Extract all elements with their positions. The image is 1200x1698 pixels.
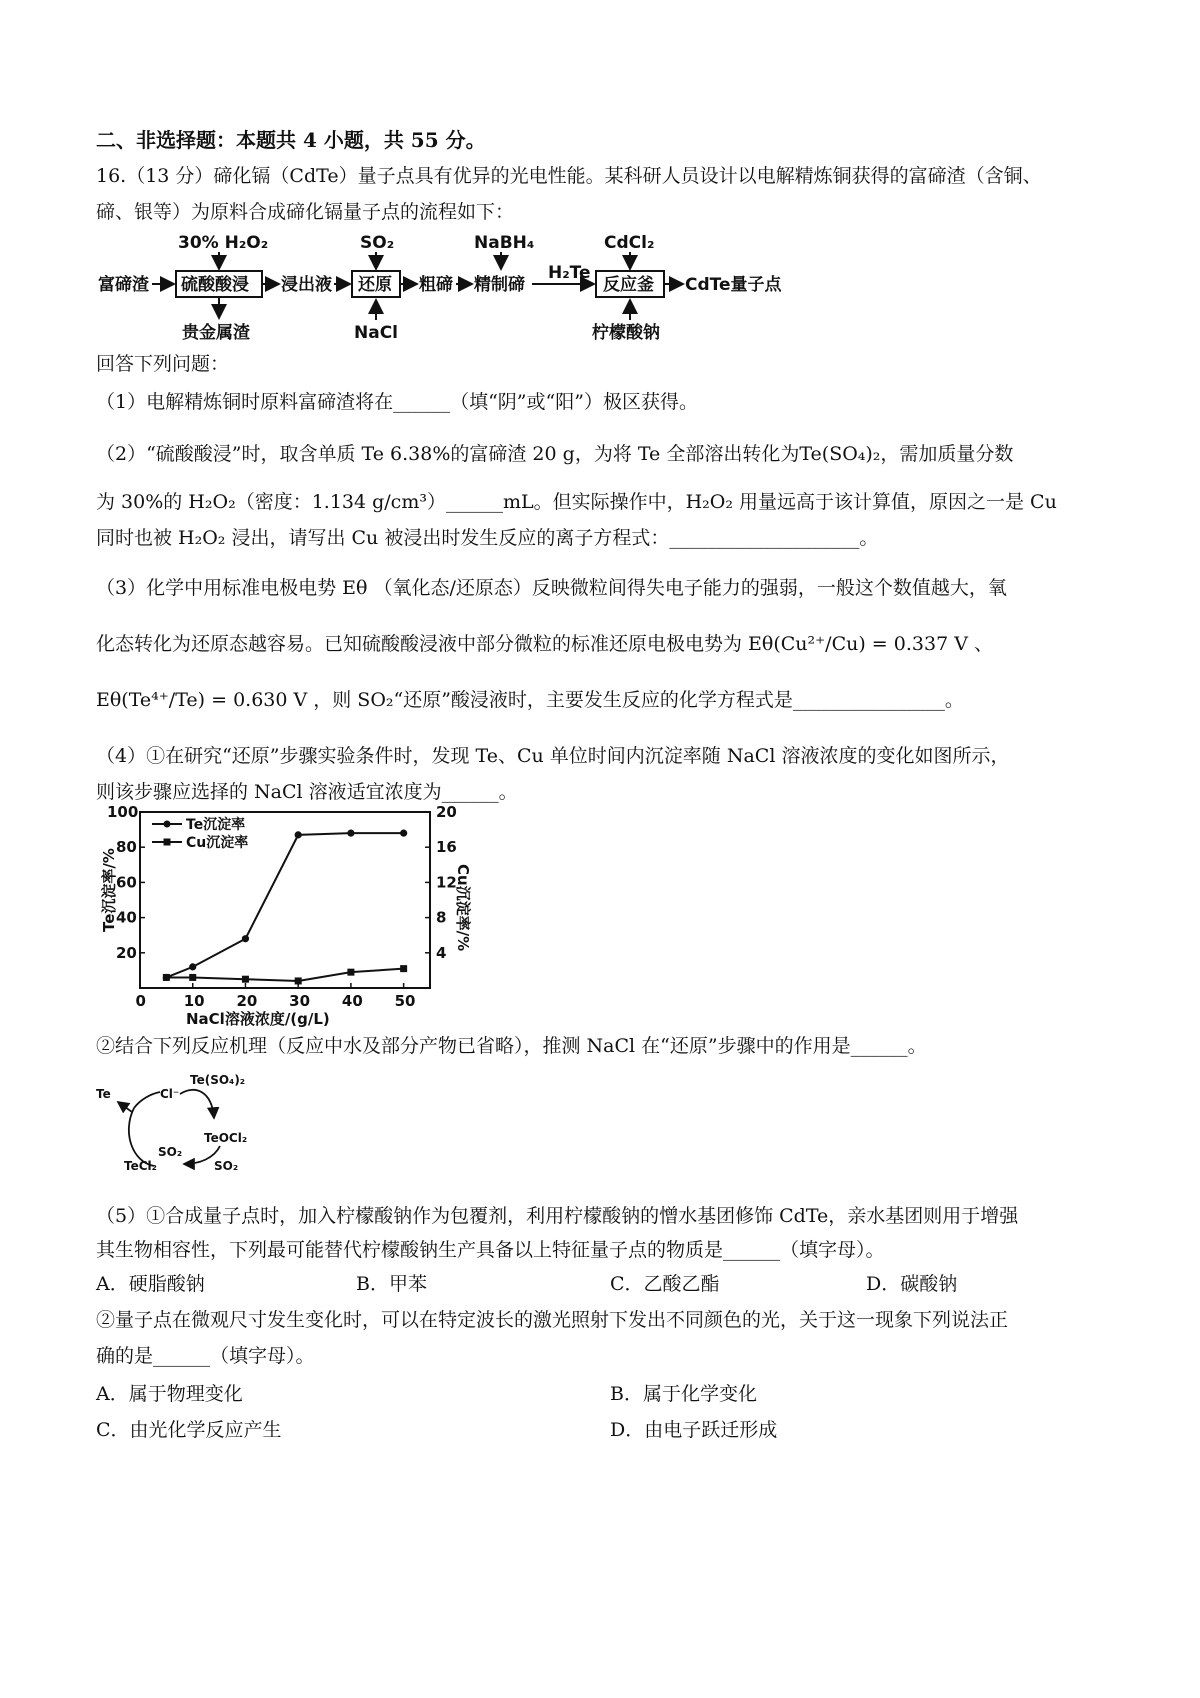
flow-end: CdTe量子点	[685, 275, 782, 295]
cu-data-point	[295, 977, 302, 984]
reaction-mechanism-diagram	[96, 1072, 266, 1184]
flow-box2-bottom: NaCl	[354, 323, 399, 343]
y2-tick-label: 12	[436, 873, 457, 892]
p5-option-d: D．碳酸钠	[866, 1273, 958, 1295]
te-data-point	[242, 935, 249, 942]
cu-data-point	[163, 974, 170, 981]
x-tick-label: 30	[289, 992, 311, 1010]
legend-cu: Cu沉淀率	[186, 835, 249, 851]
mech-teocl2: TeOCl₂	[204, 1131, 248, 1145]
te-data-point	[295, 831, 302, 838]
x-tick-label: 40	[341, 992, 363, 1010]
flow-box1-label: 硫酸酸浸	[181, 275, 249, 295]
x-tick-label: 20	[236, 992, 258, 1010]
part3-line3: Eθ(Te⁴⁺/Te) = 0.630 V ，则 SO₂“还原”酸浸液时，主要发生反应的化学方程式是________________。	[96, 689, 964, 711]
part3-line1: （3）化学中用标准电极电势 Eθ （氧化态/还原态）反映微粒间得失电子能力的强弱，一般这个数值越大，氧	[96, 577, 1007, 599]
te-data-point	[400, 830, 407, 837]
flow-box2-label: 还原	[358, 275, 392, 295]
cu-data-point	[189, 974, 196, 981]
flow-box1-top: 30% H₂O₂	[178, 233, 269, 253]
series-line-te	[166, 833, 403, 977]
legend-te: Te沉淀率	[186, 817, 246, 833]
section-title: 二、非选择题：本题共 4 小题，共 55 分。	[96, 128, 486, 152]
cu-data-point	[400, 965, 407, 972]
y2-axis-label: Cu沉淀率/%	[454, 864, 472, 952]
flow-mid2: 粗碲	[419, 275, 453, 295]
p5-option-a: A．硬脂酸钠	[96, 1273, 205, 1295]
part5-2-line2: 确的是______（填字母）。	[96, 1345, 315, 1367]
part5-line1: （5）①合成量子点时，加入柠檬酸钠作为包覆剂，利用柠檬酸钠的憎水基团修饰 CdTe，亲水基团则用于增强	[96, 1205, 1019, 1227]
part4-2: ②结合下列反应机理（反应中水及部分产物已省略），推测 NaCl 在“还原”步骤中的作用是______。	[96, 1035, 927, 1057]
x-tick-label: 0	[135, 992, 146, 1010]
mech-cl: Cl⁻	[160, 1087, 180, 1101]
flow-box3-top: CdCl₂	[604, 233, 655, 253]
y2-tick-label: 4	[436, 943, 447, 962]
p5-2-option-a: A．属于物理变化	[96, 1383, 243, 1405]
part5-line2: 其生物相容性，下列最可能替代柠檬酸钠生产具备以上特征量子点的物质是______（填字母）。	[96, 1239, 885, 1261]
flow-mid1: 浸出液	[281, 275, 332, 295]
flow-box1-bottom: 贵金属渣	[182, 323, 250, 343]
y-tick-label: 20	[116, 943, 137, 962]
mech-so2-a: SO₂	[158, 1145, 183, 1159]
te-data-point	[347, 830, 354, 837]
part4-line1: （4）①在研究“还原”步骤实验条件时，发现 Te、Cu 单位时间内沉淀率随 NaCl 溶液浓度的变化如图所示，	[96, 745, 1010, 767]
y-axis-label: Te沉淀率/%	[100, 848, 118, 932]
y2-tick-label: 8	[436, 908, 447, 927]
p5-option-b: B．甲苯	[356, 1273, 427, 1295]
flow-arrow-label: H₂Te	[548, 263, 591, 283]
part2-line2: 为 30%的 H₂O₂（密度：1.134 g/cm³）______mL。但实际操作中，H₂O₂ 用量远高于该计算值，原因之一是 Cu	[96, 491, 1057, 513]
x-tick-label: 10	[183, 992, 205, 1010]
te-data-point	[189, 963, 196, 970]
mech-teso4: Te(SO₄)₂	[190, 1073, 246, 1087]
flow-box3-label: 反应釜	[603, 275, 654, 295]
y-tick-label: 100	[107, 803, 139, 821]
y-tick-label: 40	[116, 908, 137, 927]
series-line-cu	[166, 969, 403, 981]
mech-so2-b: SO₂	[214, 1159, 239, 1173]
legend	[152, 816, 248, 851]
y2-tick-label: 16	[436, 838, 457, 857]
mech-te: Te	[96, 1087, 111, 1101]
y-tick-label: 60	[116, 873, 137, 892]
part1: （1）电解精炼铜时原料富碲渣将在______（填“阴”或“阳”）极区获得。	[96, 391, 698, 413]
plot-frame	[140, 812, 430, 988]
q16-intro-line1: 16.（13 分）碲化镉（CdTe）量子点具有优异的光电性能。某科研人员设计以电解精炼铜获得的富碲渣（含铜、	[96, 165, 1042, 187]
precipitation-rate-chart	[96, 802, 476, 1028]
answer-prompt: 回答下列问题：	[96, 353, 230, 375]
p5-2-option-d: D．由电子跃迁形成	[610, 1419, 778, 1441]
p5-option-c: C．乙酸乙酯	[610, 1273, 720, 1295]
x-tick-label: 50	[394, 992, 416, 1010]
x-axis-label: NaCl溶液浓度/(g/L)	[186, 1010, 330, 1028]
part2-line3: 同时也被 H₂O₂ 浸出，请写出 Cu 被浸出时发生反应的离子方程式：____________________。	[96, 527, 879, 549]
flow-mid3-top: NaBH₄	[474, 233, 535, 253]
cu-data-point	[347, 969, 354, 976]
part4-line2: 则该步骤应选择的 NaCl 溶液适宜浓度为______。	[96, 781, 518, 803]
process-flow-diagram	[96, 228, 816, 346]
flow-box3-bottom: 柠檬酸钠	[592, 323, 660, 343]
flow-mid3: 精制碲	[474, 275, 525, 295]
cu-data-point	[242, 976, 249, 983]
q16-intro-line2: 碲、银等）为原料合成碲化镉量子点的流程如下：	[96, 201, 515, 223]
part2-line1: （2）“硫酸酸浸”时，取含单质 Te 6.38%的富碲渣 20 g，为将 Te 全部溶出转化为Te(SO₄)₂，需加质量分数	[96, 443, 1014, 465]
y-tick-label: 80	[116, 838, 137, 857]
flow-box2-top: SO₂	[360, 233, 395, 253]
p5-2-option-c: C．由光化学反应产生	[96, 1419, 282, 1441]
flow-start: 富碲渣	[98, 275, 149, 295]
mech-tecl2: TeCl₂	[124, 1159, 157, 1173]
p5-2-option-b: B．属于化学变化	[610, 1383, 757, 1405]
y2-tick-label: 20	[436, 803, 457, 821]
part3-line2: 化态转化为还原态越容易。已知硫酸酸浸液中部分微粒的标准还原电极电势为 Eθ(Cu²⁺/Cu) = 0.337 V 、	[96, 633, 993, 655]
part5-2-line1: ②量子点在微观尺寸发生变化时，可以在特定波长的激光照射下发出不同颜色的光，关于这一现象下列说法正	[96, 1309, 1009, 1331]
